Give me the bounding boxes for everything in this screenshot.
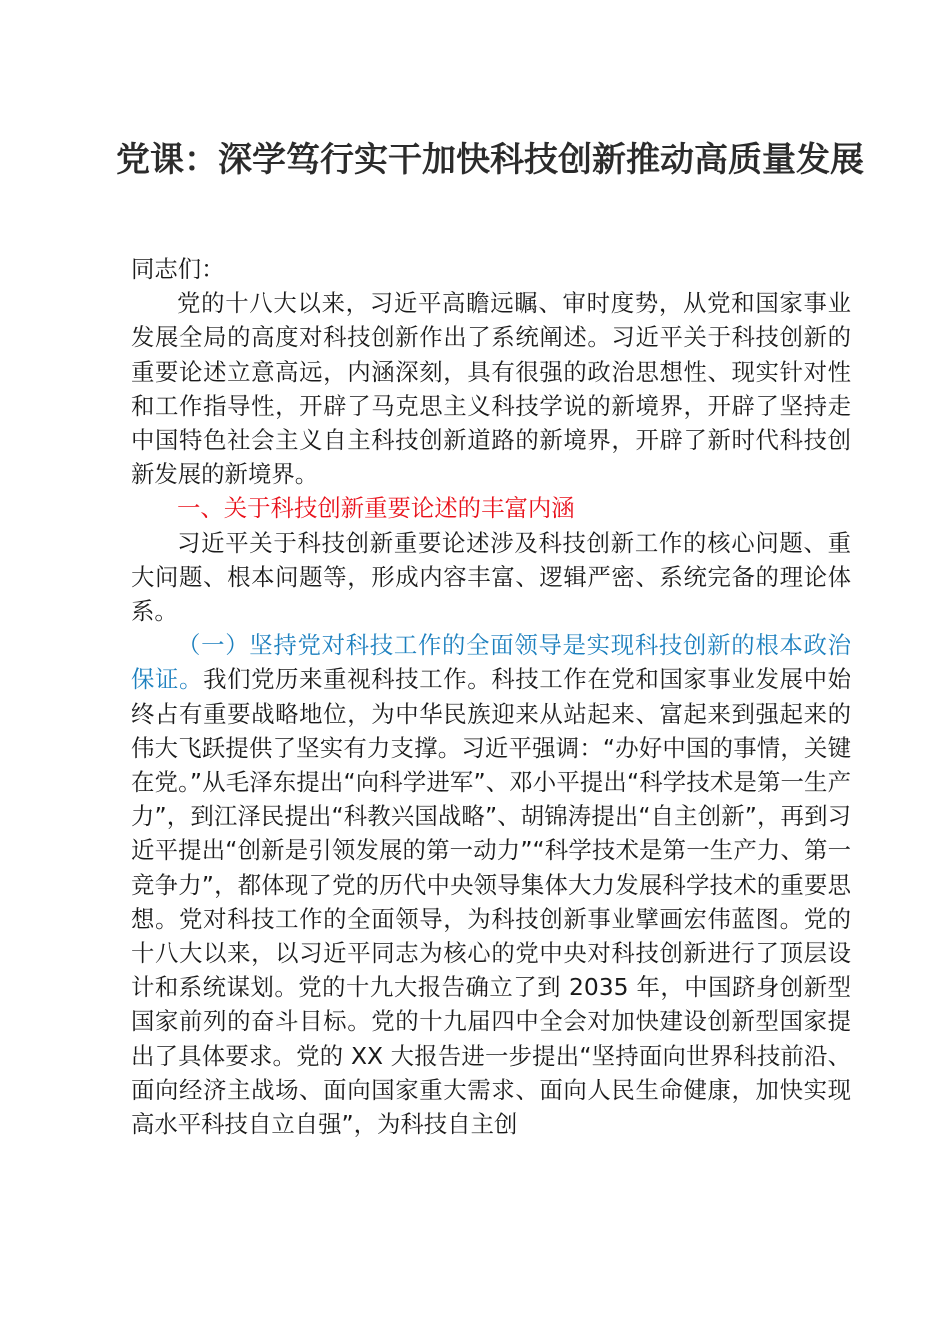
subsection-heading: （一）坚持党对科技工作的全面领导是实现科技创新的根本政治保证。 [131,631,851,694]
salutation: 同志们： [131,255,225,283]
section-intro-paragraph: 习近平关于科技创新重要论述涉及科技创新工作的核心问题、重大问题、根本问题等，形成内容丰富、逻辑严密、系统完备的理论体系。 [131,528,851,626]
document-title: 党课：深学笃行实干加快科技创新推动高质量发展 [116,140,864,180]
section-heading: 一、关于科技创新重要论述的丰富内涵 [177,494,575,523]
intro-paragraph: 党的十八大以来，习近平高瞻远瞩、审时度势，从党和国家事业发展全局的高度对科技创新作出了系统阐述。习近平关于科技创新的重要论述立意高远，内涵深刻，具有很强的政治思想性、现实针对性和工作指导性，开辟了马克思主义科技学说的新境界，开辟了坚持走中国特色社会主义自主科技创新道路的新境界，开辟了新时代科技创新发展的新境界。 [131,289,851,489]
document-body [131,252,851,1141]
subsection-text: 我们党历来重视科技工作。科技工作在党和国家事业发展中始终占有重要战略地位，为中华民族迎来从站起来、富起来到强起来的伟大飞跃提供了坚实有力支撑。习近平强调：“办好中国的事情，关键在党。”从毛泽东提出“向科学进军”、邓小平提出“科学技术是第一生产力”，到江泽民提出“科教兴国战略”、胡锦涛提出“自主创新”，再到习近平提出“创新是引领发展的第一动力”“科学技术是第一生产力、第一竞争力”，都体现了党的历代中央领导集体大力发展科学技术的重要思想。党对科技工作的全面领导，为科技创新事业擘画宏伟蓝图。党的十八大以来，以习近平同志为核心的党中央对科技创新进行了顶层设计和系统谋划。党的十九大报告确立了到 2035 年，中国跻身创新型国家前列的奋斗目标。党的十九届四中全会对加快建设创新型国家提出了具体要求。党的 XX 大报告进一步提出“坚持面向世界科技前沿、面向经济主战场、面向国家重大需求、面向人民生命健康，加快实现高水平科技自立自强”，为科技自主创 [131,665,852,1139]
subsection-paragraph [131,628,851,1141]
